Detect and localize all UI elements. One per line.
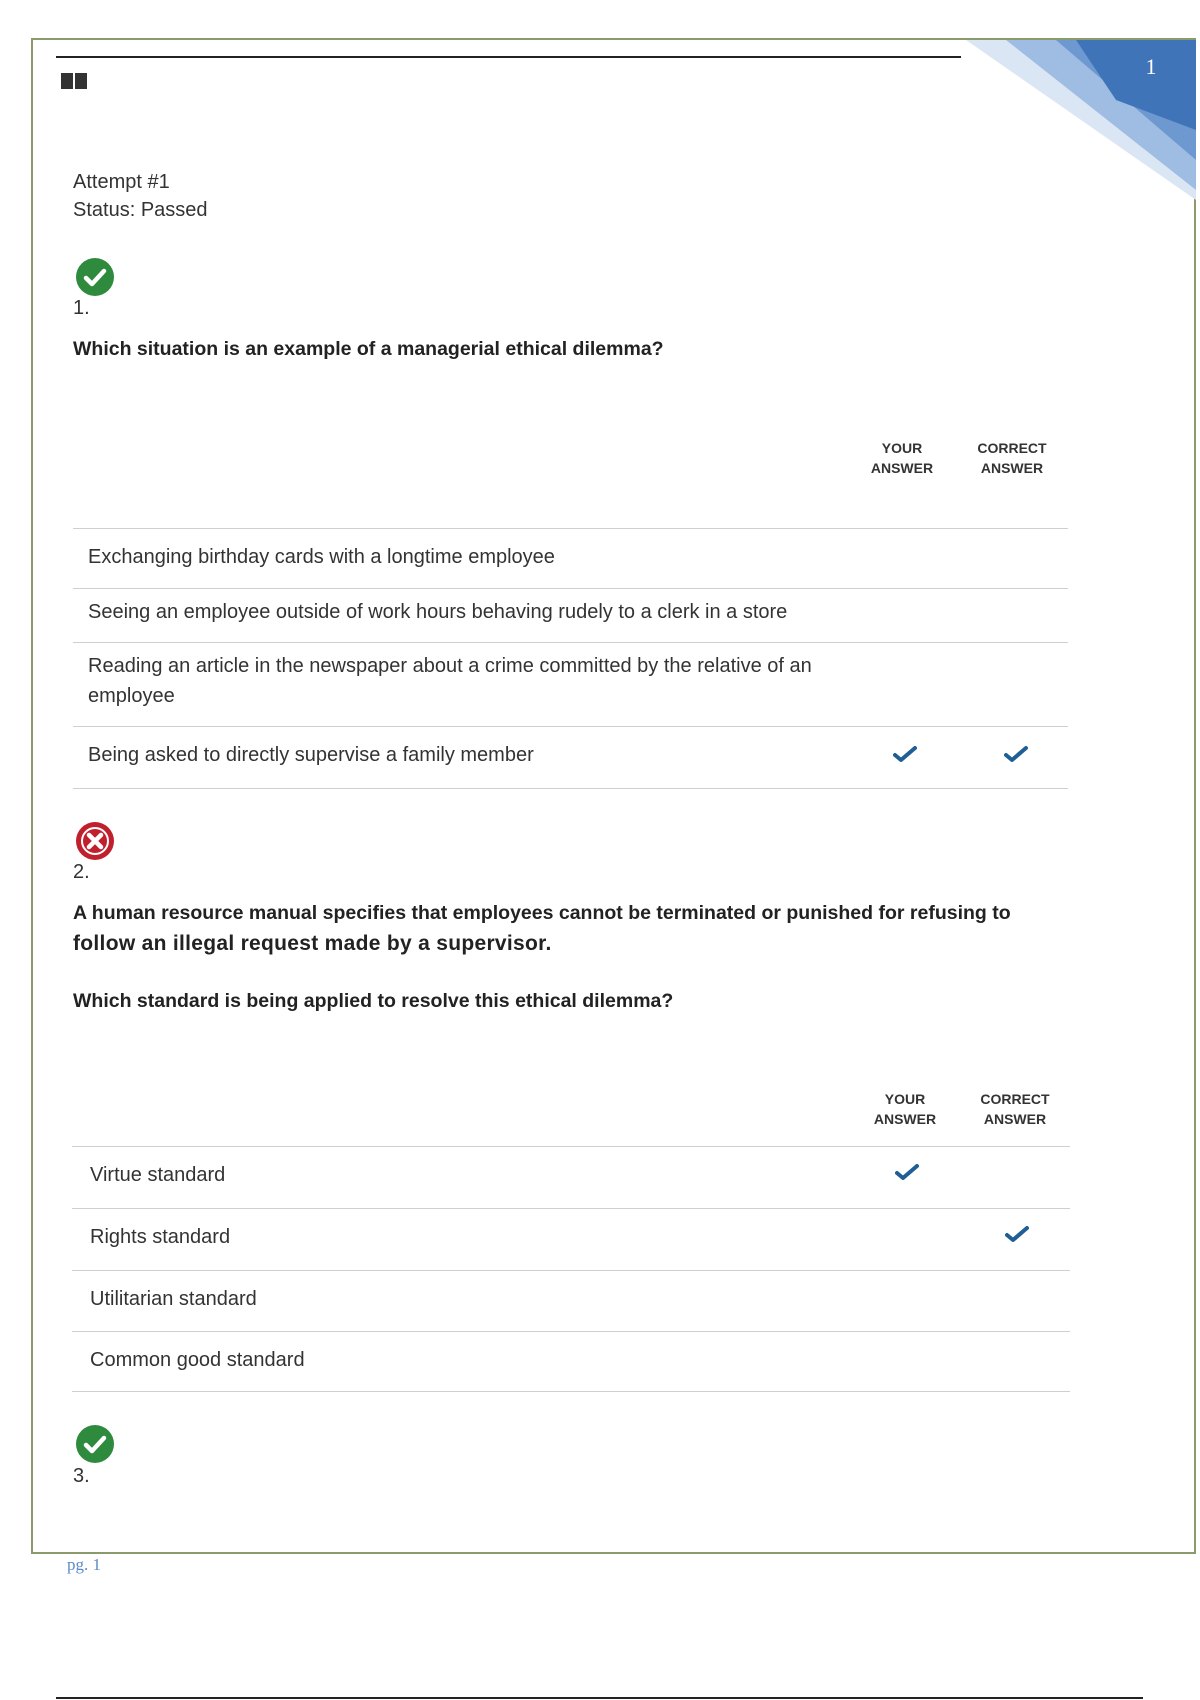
col-your-label: YOUR [884, 1091, 926, 1107]
answer-option: Utilitarian standard [90, 1288, 257, 1310]
table-divider [73, 588, 1068, 589]
answer-option: Being asked to directly supervise a family member [88, 744, 534, 766]
question-number: 3. [73, 1465, 90, 1487]
attempt-label: Attempt #1 [73, 171, 170, 193]
answer-option: Reading an article in the newspaper about a crime committed by the relative of an employee [88, 655, 812, 707]
answer-option: Virtue standard [90, 1164, 226, 1186]
question-text-line2: follow an illegal request made by a supervisor. [73, 932, 552, 955]
attempt-status: Status: Passed [73, 199, 208, 221]
page-number: 1 [1145, 54, 1157, 79]
col-correct-label: CORRECT [977, 440, 1047, 456]
question-prompt: Which standard is being applied to resolve this ethical dilemma? [73, 990, 674, 1012]
answer-option: Common good standard [90, 1349, 305, 1371]
table-divider [72, 1208, 1070, 1209]
book-icon [61, 72, 87, 90]
col-correct-answer [962, 438, 1062, 478]
table-divider [73, 642, 1068, 643]
col-your-label-2: ANSWER [870, 460, 934, 476]
footer-rule [56, 1697, 1143, 1699]
col-correct-label-2: ANSWER [980, 460, 1044, 476]
check-circle-icon [75, 257, 115, 297]
col-correct-answer [965, 1089, 1065, 1129]
answer-option: Seeing an employee outside of work hours behaving rudely to a clerk in a store [88, 601, 788, 623]
answer-option: Rights standard [90, 1226, 231, 1248]
table-divider [73, 726, 1068, 727]
col-your-label-2: ANSWER [873, 1111, 937, 1127]
checkmark-icon [1005, 1225, 1029, 1243]
answer-option: Exchanging birthday cards with a longtime employee [88, 546, 555, 568]
header-rule [56, 56, 961, 58]
col-correct-label-2: ANSWER [983, 1111, 1047, 1127]
question-number: 1. [73, 297, 90, 319]
attempt-info [73, 168, 208, 224]
question-number: 2. [73, 861, 90, 883]
checkmark-icon [1004, 745, 1028, 763]
check-circle-icon [75, 1424, 115, 1464]
page-frame [31, 38, 1196, 1554]
page-footer: pg. 1 [67, 1555, 101, 1574]
table-divider [72, 1331, 1070, 1332]
x-circle-icon [75, 821, 115, 861]
col-your-answer [855, 1089, 955, 1129]
table-divider [72, 1146, 1070, 1147]
table-divider [72, 1270, 1070, 1271]
col-your-answer [852, 438, 952, 478]
col-your-label: YOUR [881, 440, 923, 456]
question-text: Which situation is an example of a managerial ethical dilemma? [73, 338, 664, 360]
table-divider [73, 528, 1068, 529]
checkmark-icon [893, 745, 917, 763]
col-correct-label: CORRECT [980, 1091, 1050, 1107]
table-divider [73, 788, 1068, 789]
table-divider [72, 1391, 1070, 1392]
question-text-line1: A human resource manual specifies that employees cannot be terminated or punished for refusing to [73, 902, 1011, 924]
checkmark-icon [895, 1163, 919, 1181]
